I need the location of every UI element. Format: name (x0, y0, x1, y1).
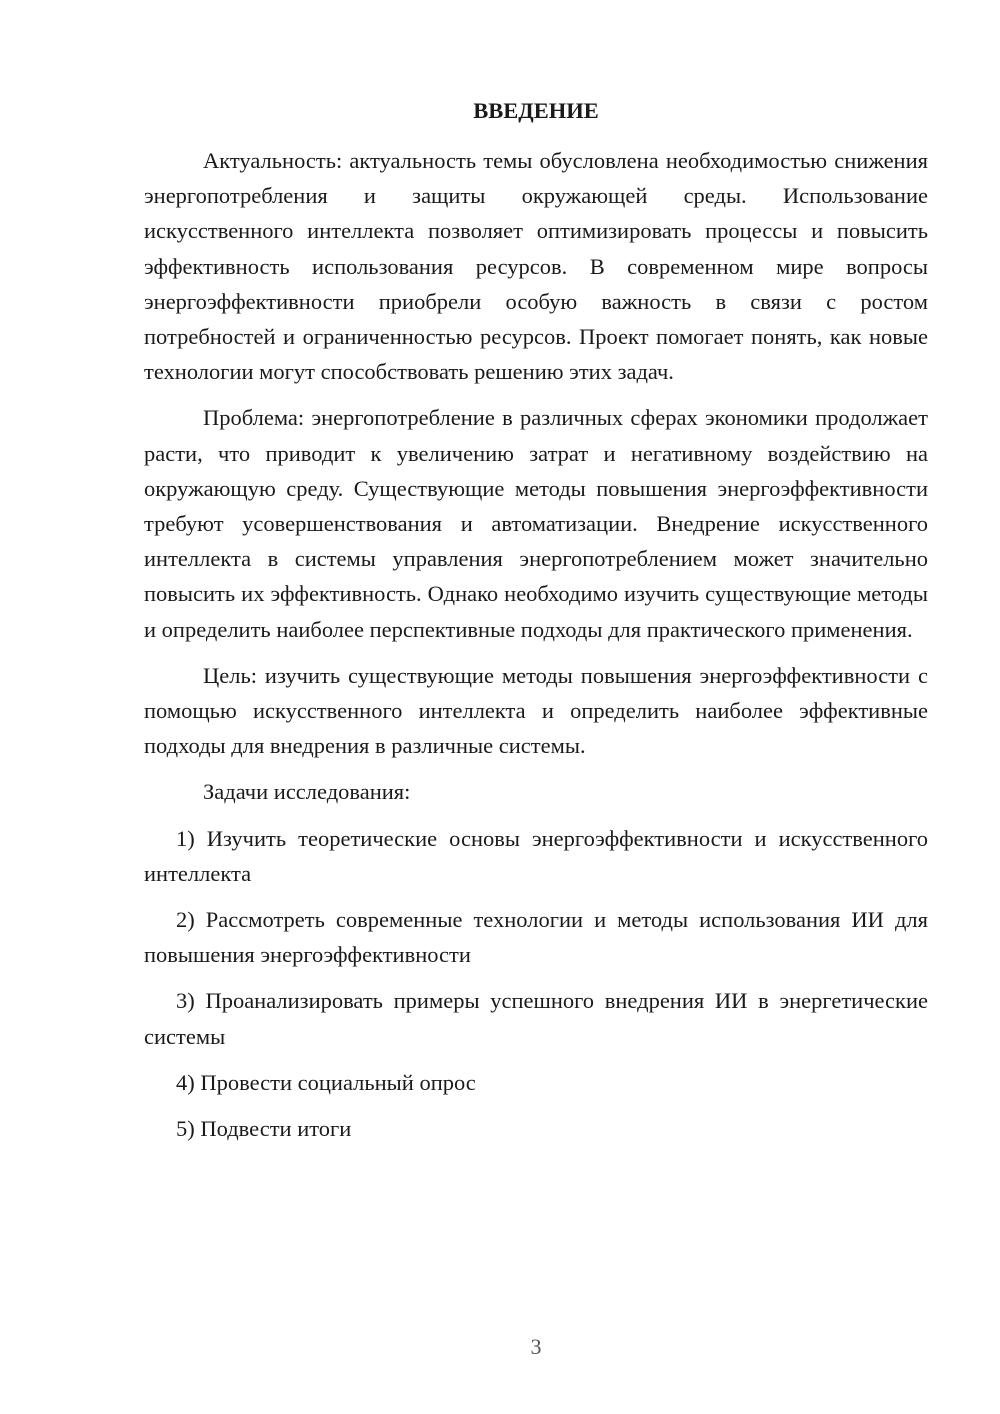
tasks-heading: Задачи исследования: (203, 779, 411, 805)
task-item: 5) Подвести итоги (176, 1116, 352, 1142)
task-item: 1) Изучить теоретические основы энергоэффективности и искусственного интеллекта (144, 825, 928, 886)
document-page (144, 94, 928, 1146)
goal-paragraph: Цель: изучить существующие методы повышения энергоэффективности с помощью искусственного интеллекта и определить наиболее эффективные подходы для внедрения в различные системы. (144, 662, 928, 759)
task-item: 2) Рассмотреть современные технологии и методы использования ИИ для повышения энергоэффективности (144, 907, 928, 968)
relevance-paragraph: Актуальность: актуальность темы обусловлена необходимостью снижения энергопотребления и защиты окружающей среды. Использование искусственного интеллекта позволяет оптимизировать процессы и повысить эффективность использования ресурсов. В современном мире вопросы энергоэффективности приобрели особую важность в связи с ростом потребностей и ограниченностью ресурсов. Проект помогает понять, как новые технологии могут способствовать решению этих задач. (144, 148, 928, 385)
page-number: 3 (530, 1334, 542, 1359)
task-item: 4) Провести социальный опрос (176, 1069, 476, 1095)
task-item: 3) Проанализировать примеры успешного внедрения ИИ в энергетические системы (144, 988, 928, 1049)
problem-paragraph: Проблема: энергопотребление в различных сферах экономики продолжает расти, что приводит к увеличению затрат и негативному воздействию на окружающую среду. Существующие методы повышения энергоэффективности требуют усовершенствования и автоматизации. Внедрение искусственного интеллекта в системы управления энергопотреблением может значительно повысить их эффективность. Однако необходимо изучить существующие методы и определить наиболее перспективные подходы для практического применения. (144, 405, 928, 642)
section-title: ВВЕДЕНИЕ (473, 98, 599, 123)
